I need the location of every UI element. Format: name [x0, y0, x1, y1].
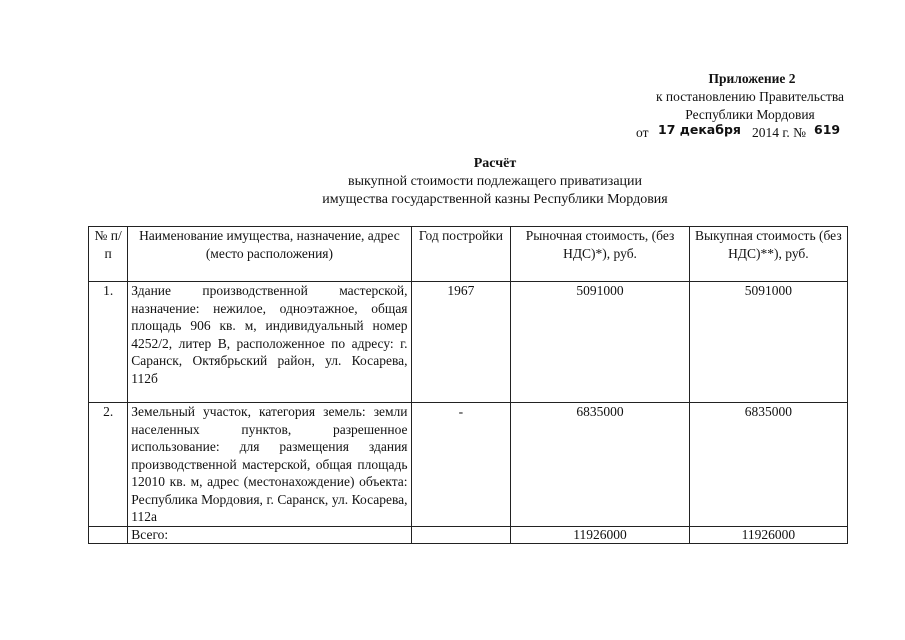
document-title [150, 155, 840, 209]
table-total-row [89, 526, 848, 543]
row-name: Здание производственной мастерской, назначение: нежилое, одноэтажное, общая площадь 906 кв. м, индивидуальный номер 4252/2, литер В, расположенное по адресу: г. Саранск, Октябрьский район, ул. Косарева, 112б [128, 282, 411, 403]
header-num: № п/п [89, 227, 128, 282]
appendix-line-republic: Республики Мордовия [685, 107, 815, 122]
row-num: 2. [89, 403, 128, 527]
row-num: 1. [89, 282, 128, 403]
appendix-title: Приложение 2 [708, 71, 796, 86]
total-empty-year [411, 526, 511, 543]
appendix-line-resolution: к постановлению Правительства [655, 89, 845, 104]
resolution-year: 2014 г. № [752, 125, 807, 140]
calculation-table [88, 226, 848, 544]
title-subline-1: выкупной стоимости подлежащего приватизации [347, 174, 643, 189]
appendix-date-line [600, 124, 900, 142]
total-empty-cell [89, 526, 128, 543]
table-row [89, 282, 848, 403]
row-year: - [411, 403, 511, 527]
total-label: Всего: [128, 526, 411, 543]
table-header-row [89, 227, 848, 282]
header-market-value: Рыночная стоимость, (без НДС)*), руб. [511, 227, 689, 282]
title-heading: Расчёт [473, 156, 517, 171]
header-year: Год постройки [411, 227, 511, 282]
row-buyout-value: 6835000 [689, 403, 847, 527]
row-year: 1967 [411, 282, 511, 403]
title-subline-2: имущества государственной казны Республики Мордовия [322, 192, 668, 207]
header-name: Наименование имущества, назначение, адрес (место расположения) [128, 227, 411, 282]
row-buyout-value: 5091000 [689, 282, 847, 403]
row-name: Земельный участок, категория земель: земли населенных пунктов, разрешенное использование: для размещения здания производственной мастерской, общая площадь 12010 кв. м, адрес (местонахождение) объекта: Республика Мордовия, г. Саранск, ул. Косарева, 112а [128, 403, 411, 527]
resolution-number: 619 [814, 122, 841, 137]
total-market-value: 11926000 [511, 526, 689, 543]
appendix-block [600, 70, 900, 142]
resolution-date: 17 декабря [658, 122, 741, 137]
row-market-value: 5091000 [511, 282, 689, 403]
total-buyout-value: 11926000 [689, 526, 847, 543]
row-market-value: 6835000 [511, 403, 689, 527]
table-row [89, 403, 848, 527]
header-buyout-value: Выкупная стоимость (без НДС)**), руб. [689, 227, 847, 282]
date-prefix: от [636, 125, 649, 140]
